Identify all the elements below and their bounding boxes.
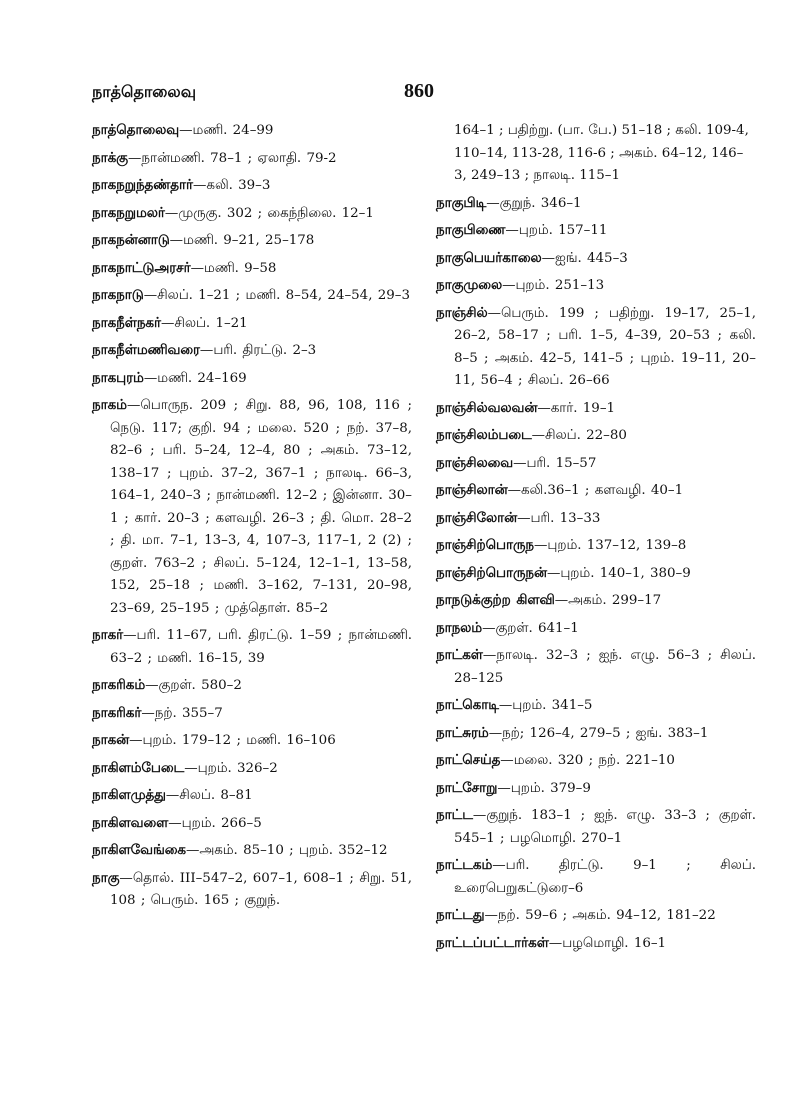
entry-dash: — <box>513 455 527 471</box>
entry-references: கலி.36–1 ; களவழி. 40–1 <box>520 483 684 498</box>
entry-headword: நாட்சுரம் <box>436 725 489 741</box>
entry-headword: நாஞ்சிற்பொருந <box>436 538 534 553</box>
index-entry <box>436 778 756 801</box>
entry-dash: — <box>537 400 551 416</box>
index-entry <box>92 758 412 781</box>
entry-headword: நாஞ்சிலோன் <box>436 510 518 526</box>
entry-dash: — <box>482 620 496 636</box>
right-column <box>436 120 756 960</box>
entry-dash: — <box>165 788 180 803</box>
entry-headword: நாட்கொடி <box>436 698 499 713</box>
entry-dash: — <box>484 908 498 923</box>
index-entry <box>436 480 756 503</box>
entry-references: நற்; 126–4, 279–5 ; ஐங். 383–1 <box>502 725 709 741</box>
entry-references: புறம். 137–12, 139–8 <box>547 538 687 553</box>
entry-references: மணி. 9–21, 25–178 <box>183 233 315 248</box>
entry-dash: — <box>129 733 143 748</box>
index-entry <box>436 425 756 448</box>
running-head: நாத்தொலைவு <box>92 82 197 101</box>
entry-headword: நாகநறுமலர் <box>92 205 165 221</box>
index-entry <box>436 905 756 928</box>
index-entry <box>92 120 412 143</box>
entry-dash: — <box>143 288 158 303</box>
index-entry <box>92 203 412 226</box>
index-entry <box>92 813 412 836</box>
entry-references: சிலப். 1–21 <box>174 315 248 331</box>
entry-references: புறம். 379–9 <box>510 780 591 796</box>
entry-references: நற். 355–7 <box>154 705 223 721</box>
left-column <box>92 120 412 918</box>
entry-headword: நாத்தொலைவு <box>92 123 180 138</box>
entry-dash: — <box>126 398 141 413</box>
entry-dash: — <box>505 223 519 238</box>
entry-dash: — <box>143 370 158 386</box>
entry-dash: — <box>502 278 516 293</box>
entry-dash: — <box>546 565 561 581</box>
entry-references: பரி. திரட்டு. 2–3 <box>213 343 317 358</box>
entry-dash: — <box>500 753 514 768</box>
index-entry <box>436 398 756 421</box>
index-entry <box>436 563 756 586</box>
index-entry <box>92 625 412 670</box>
index-entry <box>92 868 412 913</box>
entry-references: குறள். 580–2 <box>158 678 242 693</box>
continued-entry: 164–1 ; பதிற்று. (பா. பே.) 51–18 ; கலி. 109-4, 110–14, 113-28, 116-6 ; அகம். 64–12, 146–3, 249–13 ; நாலடி. 115–1 <box>454 123 749 183</box>
entry-references: பரி. 15–57 <box>526 455 597 471</box>
index-entry <box>436 508 756 531</box>
entry-headword: நாகிளவேங்கை <box>92 843 186 858</box>
entry-headword: நாநடுக்குற்ற கிளவி <box>436 593 555 608</box>
entry-references: நான்மணி. 78–1 ; ஏலாதி. 79-2 <box>141 150 337 166</box>
entry-dash: — <box>184 760 198 776</box>
entry-dash: — <box>164 205 179 221</box>
entry-headword: நாகரிகம் <box>92 678 146 693</box>
entry-references: புறம். 157–11 <box>518 223 608 238</box>
entry-headword: நாகிளவளை <box>92 815 169 831</box>
entry-dash: — <box>486 195 500 211</box>
entry-references: புறம். 140–1, 380–9 <box>560 565 691 581</box>
index-entry <box>92 175 412 198</box>
index-entry <box>92 313 412 336</box>
entry-references: சிலப். 1–21 ; மணி. 8–54, 24–54, 29–3 <box>157 288 410 303</box>
entry-references: சிலப். 22–80 <box>545 428 627 443</box>
entry-references: புறம். 266–5 <box>181 815 262 831</box>
entry-headword: நாஞ்சில்வலவன் <box>436 400 538 416</box>
index-entry <box>436 220 756 243</box>
index-entry <box>92 730 412 753</box>
entry-references: பரி. 11–67, பரி. திரட்டு. 1–59 ; நான்மணி. 63–2 ; மணி. 16–15, 39 <box>110 628 412 666</box>
index-entry <box>436 248 756 271</box>
entry-headword: நாக்கு <box>92 150 128 166</box>
index-entry <box>436 535 756 558</box>
entry-headword: நாநலம் <box>436 620 483 636</box>
entry-headword: நாகுமுலை <box>436 278 503 293</box>
entry-headword: நாகநறுந்தண்தார் <box>92 178 194 193</box>
entry-references: பரி. திரட்டு. 9–1 ; சிலப். உரைபெறுகட்டுரை–6 <box>454 858 756 896</box>
entry-headword: நாகரிகர் <box>92 705 142 721</box>
entry-dash: — <box>517 510 531 526</box>
entry-references: குறுந். 183–1 ; ஐந். எழு. 33–3 ; குறள். 545–1 ; பழமொழி. 270–1 <box>454 808 756 846</box>
entry-dash: — <box>488 725 503 741</box>
entry-headword: நாகம் <box>92 398 127 413</box>
entry-dash: — <box>168 815 182 831</box>
index-entry <box>436 303 756 393</box>
entry-references: மணி. 24–169 <box>157 370 247 386</box>
index-entry <box>92 230 412 253</box>
entry-references: பரி. 13–33 <box>530 510 601 526</box>
entry-references: மணி. 9–58 <box>203 260 277 276</box>
entry-references: சிலப். 8–81 <box>179 788 253 803</box>
entry-headword: நாகுபிணை <box>436 223 506 238</box>
index-entry <box>92 703 412 726</box>
index-entry <box>436 590 756 613</box>
entry-headword: நாகநாட்டுஅரசர் <box>92 260 191 276</box>
page-number: 860 <box>404 80 434 102</box>
index-entry <box>92 258 412 281</box>
entry-references: நாலடி. 32–3 ; ஐந். எழு. 56–3 ; சிலப். 28–125 <box>454 648 756 686</box>
entry-references: புறம். 251–13 <box>515 278 605 293</box>
index-entry <box>92 340 412 363</box>
entry-references: மணி. 24–99 <box>192 123 274 138</box>
index-entry <box>92 148 412 171</box>
entry-references: அகம். 85–10 ; புறம். 352–12 <box>199 843 388 858</box>
entry-headword: நாட்சோறு <box>436 780 498 796</box>
entry-dash: — <box>169 233 184 248</box>
entry-headword: நாகபுரம் <box>92 370 144 386</box>
index-entry <box>92 785 412 808</box>
entry-dash: — <box>507 483 521 498</box>
entry-dash: — <box>127 150 142 166</box>
entry-references: புறம். 179–12 ; மணி. 16–106 <box>142 733 336 748</box>
entry-references: பெரும். 199 ; பதிற்று. 19–17, 25–1, 26–2, 58–17 ; பரி. 1–5, 4–39, 20–53 ; கலி. 8–5 ; அகம். 42–5, 141–5 ; புறம். 19–11, 20–11, 56–4 ; சிலப். 26–66 <box>454 305 756 388</box>
index-entry <box>436 645 756 690</box>
entry-headword: நாட்டது <box>436 908 485 923</box>
index-entry <box>92 368 412 391</box>
entry-references: புறம். 326–2 <box>197 760 278 776</box>
entry-dash: — <box>193 178 207 193</box>
entry-references: குறுந். 346–1 <box>499 195 582 211</box>
entry-dash: — <box>548 935 563 951</box>
entry-references: கலி. 39–3 <box>206 178 271 193</box>
index-entry <box>92 840 412 863</box>
entry-dash: — <box>123 628 137 643</box>
entry-dash: — <box>533 538 548 553</box>
entry-headword: நாஞ்சிலவை <box>436 455 514 471</box>
entry-dash: — <box>497 780 511 796</box>
entry-dash: — <box>185 843 200 858</box>
entry-references: புறம். 341–5 <box>512 698 593 713</box>
entry-references: அகம். 299–17 <box>568 593 662 608</box>
entry-dash: — <box>141 705 155 721</box>
entry-headword: நாகுபெயர்காலை <box>436 250 542 266</box>
index-entry <box>436 805 756 850</box>
entry-headword: நாட்செய்த <box>436 753 501 768</box>
entry-references: குறள். 641–1 <box>495 620 579 636</box>
entry-headword: நாகிளமுத்து <box>92 788 166 803</box>
entry-dash: — <box>199 343 214 358</box>
entry-headword: நாஞ்சிலான் <box>436 483 508 498</box>
index-entry <box>436 618 756 641</box>
entry-dash: — <box>541 250 556 266</box>
entry-dash: — <box>492 858 506 873</box>
entry-dash: — <box>145 678 159 693</box>
entry-headword: நாட்ட <box>436 808 473 823</box>
index-entry <box>436 723 756 746</box>
entry-headword: நாஞ்சிற்பொருநன் <box>436 565 547 581</box>
entry-references: ஐங். 445–3 <box>555 250 628 266</box>
entry-headword: நாகநன்னாடு <box>92 233 170 248</box>
entry-references: நற். 59–6 ; அகம். 94–12, 181–22 <box>497 908 716 923</box>
entry-references: மலை. 320 ; நற். 221–10 <box>513 753 675 768</box>
entry-references: பழமொழி. 16–1 <box>562 935 667 951</box>
entry-dash: — <box>119 870 133 886</box>
entry-headword: நாகர் <box>92 628 124 643</box>
entry-dash: — <box>487 305 501 321</box>
index-entry <box>436 933 756 956</box>
entry-dash: — <box>498 698 513 713</box>
entry-headword: நாட்டகம் <box>436 858 493 873</box>
entry-dash: — <box>160 315 175 331</box>
entry-dash: — <box>190 260 204 276</box>
index-entry <box>436 855 756 900</box>
entry-headword: நாஞ்சிலம்படை <box>436 428 532 443</box>
index-entry <box>436 453 756 476</box>
entry-headword: நாகநீள்மணிவரை <box>92 343 200 358</box>
entry-dash: — <box>531 428 546 443</box>
entry-references: கார். 19–1 <box>550 400 616 416</box>
entry-headword: நாகநாடு <box>92 288 144 303</box>
entry-references: பொருந. 209 ; சிறு. 88, 96, 108, 116 ; நெடு. 117; குறி. 94 ; மலை. 520 ; நற். 37–8, 82–6 ; பரி. 5–24, 12–4, 80 ; அகம். 73–12, 138–17 ; புறம். 37–2, 367–1 ; நாலடி. 66–3, 164–1, 240–3 ; நான்மணி. 12–2 ; இன்னா. 30–1 ; கார். 20–3 ; களவழி. 26–3 ; தி. மொ. 28–2 ; தி. மா. 7–1, 13–3, 4, 107–3, 117–1, 2 (2) ; குறள். 763–2 ; சிலப். 5–124, 12–1–1, 13–58, 152, 25–18 ; மணி. 3–162, 7–131, 20–98, 23–69, 25–195 ; முத்தொள். 85–2 <box>110 398 412 616</box>
index-entry <box>92 285 412 308</box>
entry-headword: நாஞ்சில் <box>436 305 488 321</box>
entry-dash: — <box>472 808 487 823</box>
entry-dash: — <box>179 123 193 138</box>
entry-dash: — <box>482 648 497 663</box>
index-entry <box>436 275 756 298</box>
entry-headword: நாட்கள் <box>436 648 483 663</box>
entry-dash: — <box>554 593 569 608</box>
entry-headword: நாகிளம்பேடை <box>92 760 185 776</box>
entry-references: முருகு. 302 ; கைந்நிலை. 12–1 <box>178 205 374 221</box>
entry-headword: நாகு <box>92 870 120 886</box>
index-entry <box>436 750 756 773</box>
entry-headword: நாகன் <box>92 733 130 748</box>
entry-headword: நாட்டப்பட்டார்கள் <box>436 935 549 951</box>
index-entry <box>92 675 412 698</box>
entry-headword: நாகநீள்நகர் <box>92 315 161 331</box>
entry-references: தொல். III–547–2, 607–1, 608–1 ; சிறு. 51, 108 ; பெரும். 165 ; குறுந். <box>110 870 412 908</box>
index-entry <box>436 193 756 216</box>
index-entry <box>436 695 756 718</box>
index-entry <box>92 395 412 620</box>
entry-headword: நாகுபிடி <box>436 195 487 211</box>
